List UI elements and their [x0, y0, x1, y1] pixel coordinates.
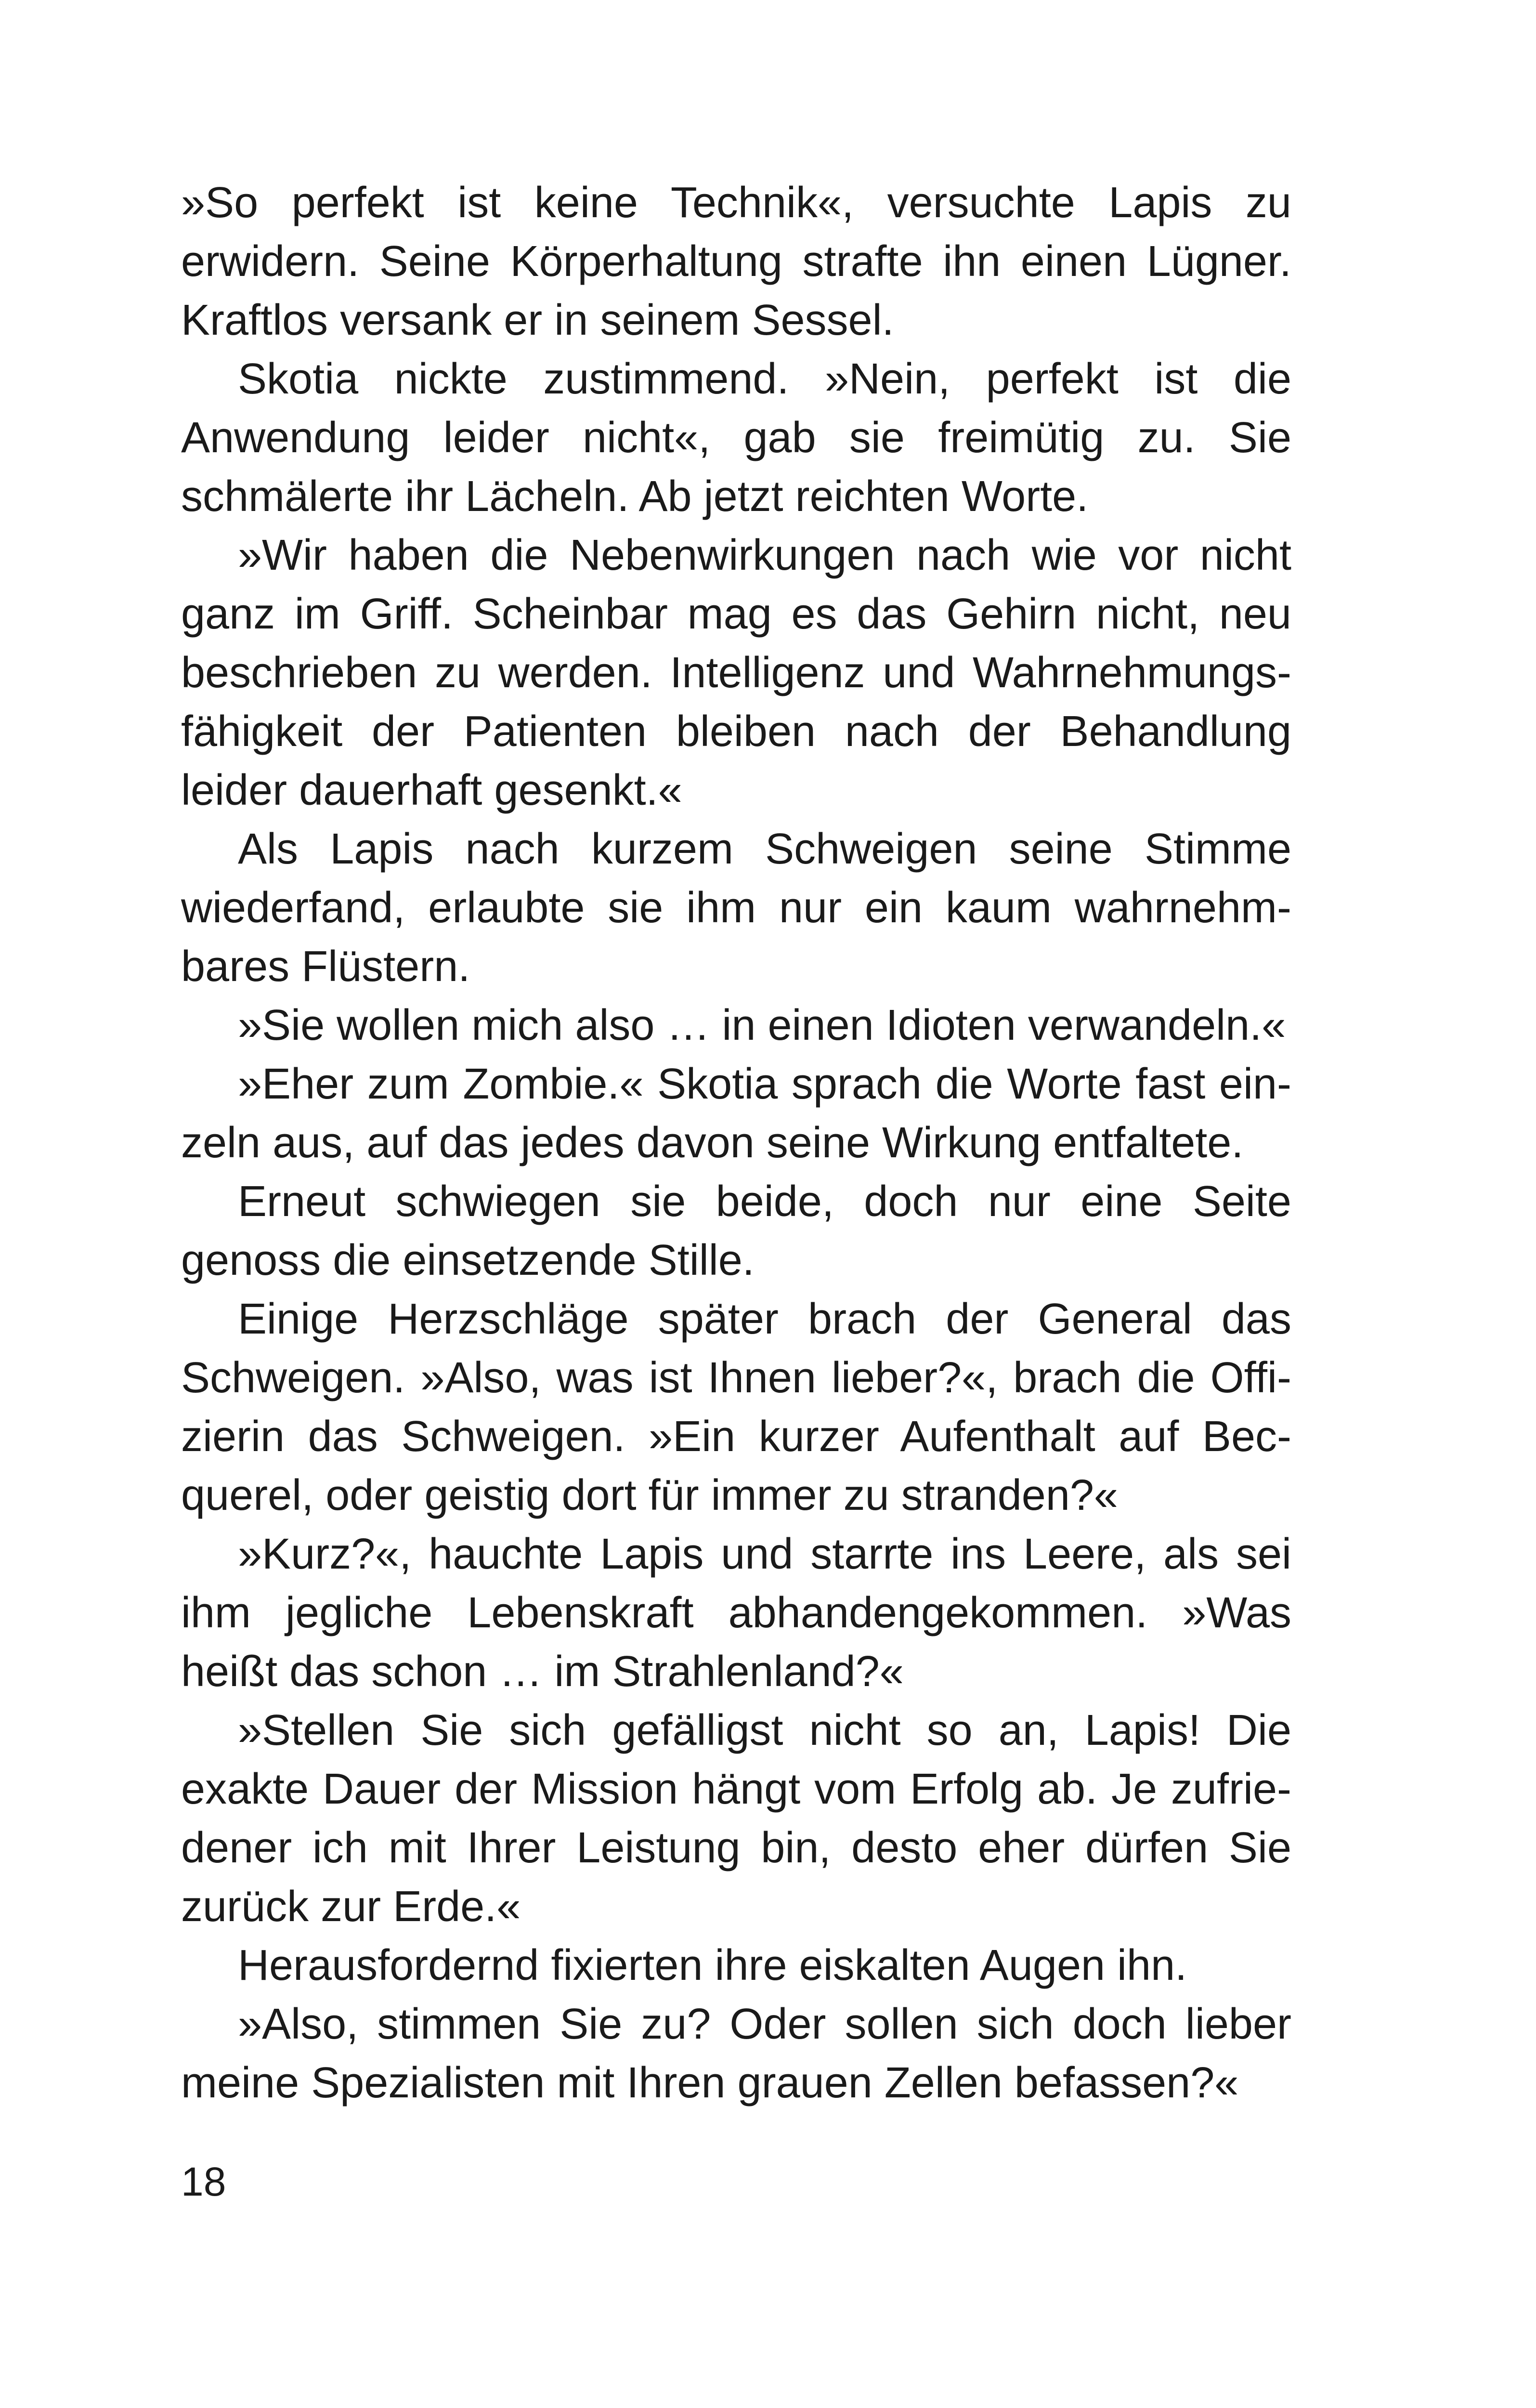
paragraph-11: Herausfordernd fixierten ihre eiskalten Augen ihn.: [238, 1941, 1187, 1989]
paragraph-9: »Kurz?«, hauchte Lapis und starrte ins Leere, als sei ihm jegliche Lebenskraft abhandengekommen. »Was heißt das schon … im Strahlenland?«: [181, 1530, 1291, 1696]
body-text: [181, 173, 1291, 2112]
paragraph-5: »Sie wollen mich also … in einen Idioten verwandeln.«: [238, 1001, 1286, 1049]
paragraph-1: »So perfekt ist keine Technik«, versuchte Lapis zu erwidern. Seine Körperhaltung strafte ihn einen Lügner. Kraftlos versank er in seinem Sessel.: [181, 179, 1291, 344]
paragraph-3: »Wir haben die Nebenwirkungen nach wie vor nicht ganz im Griff. Scheinbar mag es das Gehirn nicht, neu beschrieben zu werden. Intelligenz und Wahrnehmungsfähigkeit der Patienten bleiben nach der Behandlung leider dauerhaft gesenkt.«: [181, 531, 1291, 814]
paragraph-10: »Stellen Sie sich gefälligst nicht so an, Lapis! Die exakte Dauer der Mission hängt vom Erfolg ab. Je zufriedener ich mit Ihrer Leistung bin, desto eher dürfen Sie zurück zur Erde.«: [181, 1706, 1291, 1931]
paragraph-2: Skotia nickte zustimmend. »Nein, perfekt ist die Anwendung leider nicht«, gab sie freimütig zu. Sie schmälerte ihr Lächeln. Ab jetzt reichten Worte.: [181, 355, 1291, 521]
paragraph-6: »Eher zum Zombie.« Skotia sprach die Worte fast einzeln aus, auf das jedes davon seine Wirkung entfaltete.: [181, 1060, 1291, 1167]
paragraph-8: Einige Herzschläge später brach der General das Schweigen. »Also, was ist Ihnen lieber?«, brach die Offizierin das Schweigen. »Ein kurzer Aufenthalt auf Becquerel, oder geistig dort für immer zu stranden?«: [181, 1295, 1291, 1519]
page-number: 18: [181, 2159, 226, 2204]
paragraph-12: »Also, stimmen Sie zu? Oder sollen sich doch lieber meine Spezialisten mit Ihren grauen Zellen befassen?«: [181, 2000, 1291, 2107]
paragraph-4: Als Lapis nach kurzem Schweigen seine Stimme wiederfand, erlaubte sie ihm nur ein kaum wahrnehmbares Flüstern.: [181, 825, 1291, 991]
paragraph-7: Erneut schwiegen sie beide, doch nur eine Seite genoss die einsetzende Stille.: [181, 1178, 1291, 1284]
